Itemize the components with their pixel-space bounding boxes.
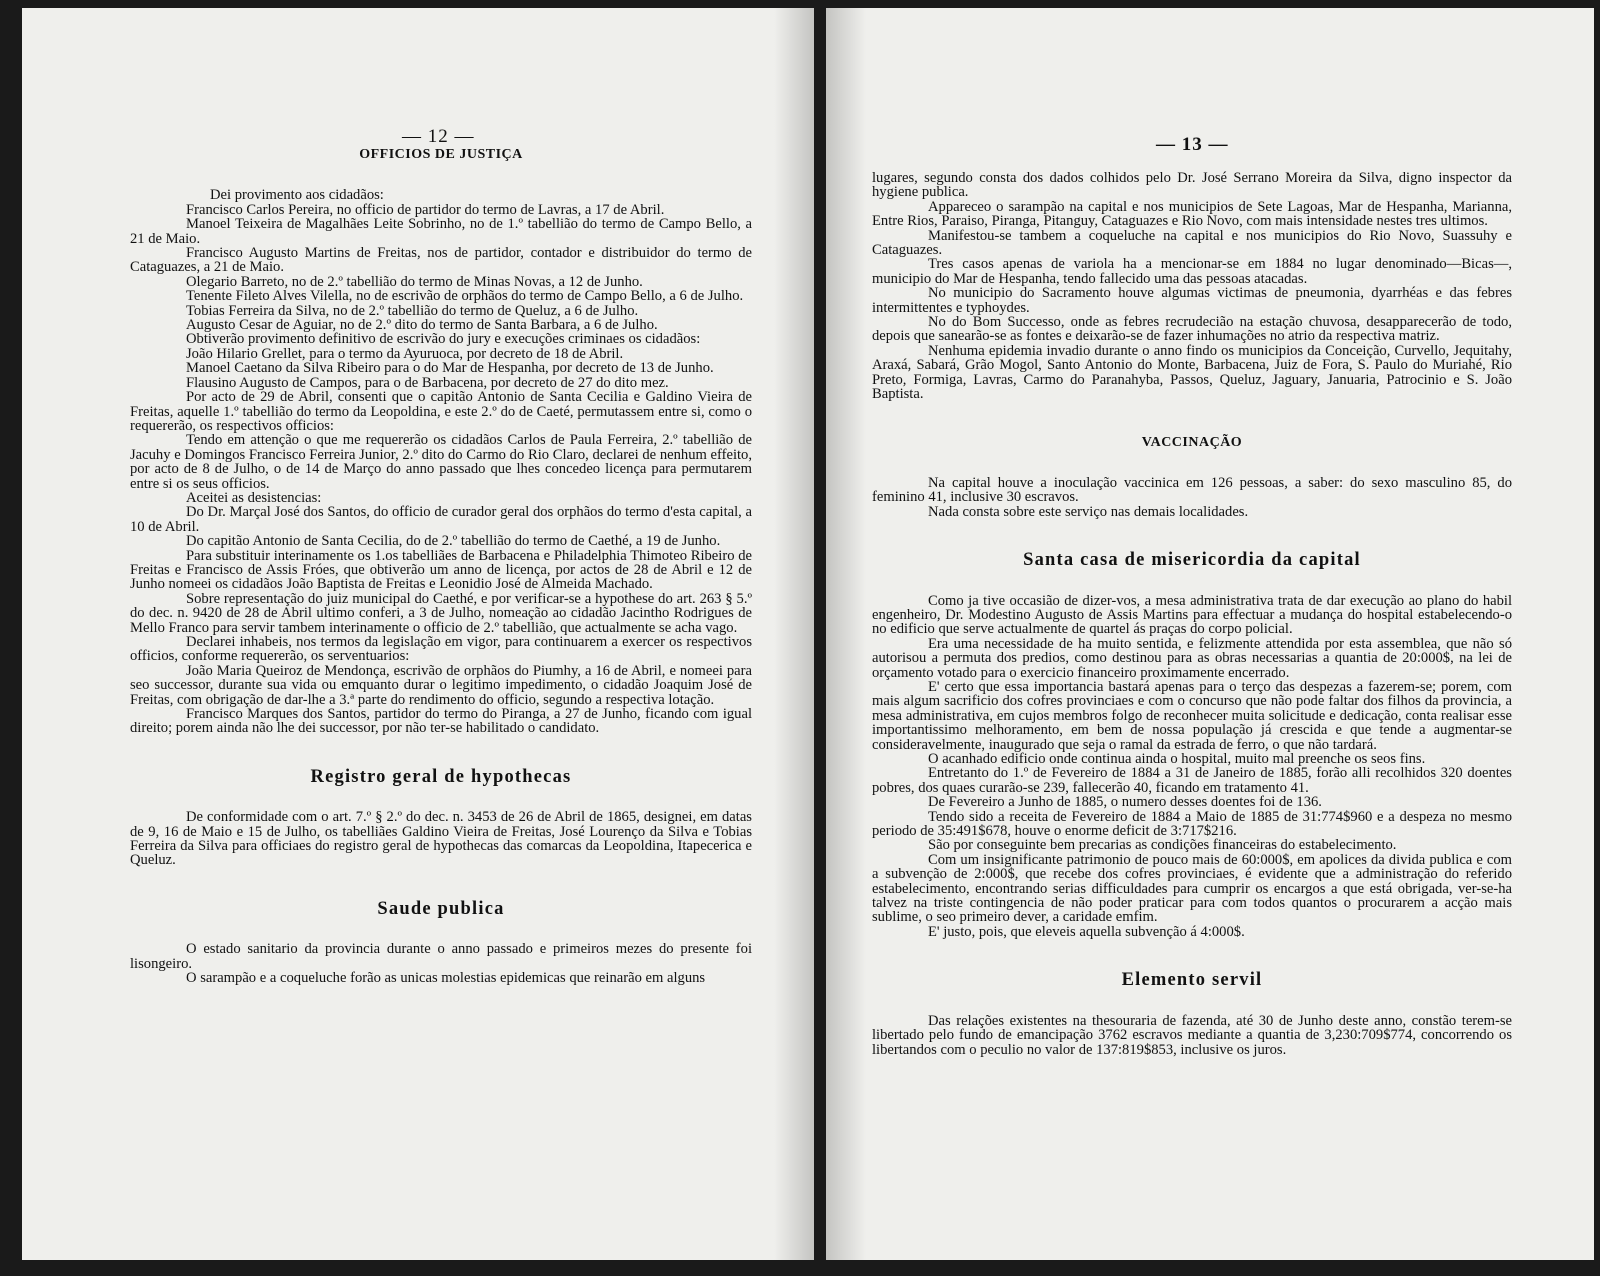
page-number-right: — 13 — <box>1156 134 1229 155</box>
paragraph: Por acto de 29 de Abril, consenti que o capitão Antonio de Santa Cecilia e Galdino Vieira de Freitas, aquelle 1.º tabellião do termo da Leopoldina, e este 2.º do de Caeté, permutassem entre si, como o requererão, os respectivos officios: <box>130 389 752 434</box>
paragraph: Manoel Teixeira de Magalhães Leite Sobrinho, no de 1.º tabellião do termo de Campo Bello, a 21 de Maio. <box>130 216 752 247</box>
paragraph: Dei provimento aos cidadãos: <box>210 187 384 204</box>
heading-spacer <box>130 784 752 810</box>
paragraph: João Maria Queiroz de Mendonça, escrivão de orphãos do Piumhy, a 16 de Abril, e nomeei para seo successor, durante sua vida ou emquanto durar o legitimo impedimento, o cidadão Joaquim José de Freitas, com obrigação de dar-lhe a 3.ª parte do rendimento do officio, segundo a respectiva lotação. <box>130 662 752 708</box>
paragraph: Declarei inhabeis, nos termos da legislação em vigor, para continuarem a exercer os respectivos officios, conforme requererão, os serventuarios: <box>130 634 752 665</box>
paragraph: Tenente Fileto Alves Vilella, no de escrivão de orphãos do termo de Campo Bello, a 6 de Julho. <box>186 288 744 305</box>
section-spacer <box>130 736 752 770</box>
paragraph: De conformidade com o art. 7.º § 2.º do dec. n. 3453 de 26 de Abril de 1865, designei, em datas de 9, 16 de Maio e 15 de Julho, os tabelliães Galdino Vieira de Freitas, José Lourenço da Silva e Tobias Ferreira da Silva para officiaes do registro geral de hypothecas das comarcas da Leopoldina, Itapecerica e Queluz. <box>130 809 752 869</box>
paragraph: Augusto Cesar de Aguiar, no de 2.º dito do termo de Santa Barbara, a 6 de Julho. <box>186 317 658 334</box>
section-spacer <box>872 519 1512 553</box>
paragraph: Olegario Barreto, no de 2.º tabellião do termo de Minas Novas, a 12 de Junho. <box>186 273 643 290</box>
binding-shadow <box>774 8 814 1260</box>
paragraph: E' certo que essa importancia bastará apenas para o terço das despezas a fazerem-se; porem, com mais algum sacrificio dos cofres provinciaes e com o concurso que não pode faltar dos filhos da provincia, a mesa administrativa, em cujos membros folgo de reconhecer muita solicitude e dedicação, conta realisar esse importantissimo melhoramento, em bem de nossa população já crescida e que tende a augmentar-se consideravelmente, inaugurado que seja o ramal da estrada de ferro, o que não tardará. <box>872 678 1512 753</box>
paragraph: O acanhado edificio onde continua ainda o hospital, muito mal preenche os seos fins. <box>928 751 1426 767</box>
right-page <box>826 8 1594 1260</box>
left-page <box>22 8 814 1260</box>
binding-shadow <box>826 8 866 1260</box>
section-heading: Elemento servil <box>1121 970 1263 991</box>
paragraph: Aceitei as desistencias: <box>186 489 322 506</box>
paragraph: Das relações existentes na thesouraria de fazenda, até 30 de Junho deste anno, constão terem-se libertado pelo fundo de emancipação 3762 escravos mediante a quantia de 3,230:709$774, concorrendo os libertandos com o peculio no valor de 137:819$853, inclusive os juros. <box>872 1012 1512 1058</box>
paragraph: Sobre representação do juiz municipal do Caethé, e por verificar-se a hypothese do art. 263 § 5.º do dec. n. 9420 de 28 de Abril ultimo conferi, a 3 de Julho, nomeação ao cidadão Jacintho Rodrigues de Mello Franco para servir tambem interinamente o officio de 2.º tabellião, que actualmente se acha vago. <box>130 590 752 636</box>
paragraph: Obtiverão provimento definitivo de escrivão do jury e execuções criminaes os cidadãos: <box>186 331 701 348</box>
paragraph: Francisco Carlos Pereira, no officio de partidor do termo de Lavras, a 17 de Abril. <box>186 201 665 218</box>
paragraph: De Fevereiro a Junho de 1885, o numero desses doentes foi de 136. <box>928 794 1322 811</box>
section-heading: OFFICIOS DE JUSTIÇA <box>359 147 523 162</box>
heading-spacer <box>130 162 752 188</box>
paragraph: Nenhuma epidemia invadio durante o anno findo os municipios da Conceição, Curvello, Jequitahy, Araxá, Sabará, Grão Mogol, Santo Antonio do Monte, Barbacena, Juiz de Fora, S. Paulo do Muriahé, Rio Preto, Formiga, Lavras, Carmo do Paranahyba, Passos, Queluz, Jaguary, Januaria, Patrocinio e S. João Baptista. <box>872 342 1512 403</box>
paragraph: Appareceo o sarampão na capital e nos municipios de Sete Lagoas, Mar de Hespanha, Marianna, Entre Rios, Paraiso, Piranga, Pitanguy, Cataguazes e Rio Novo, com mais intensidade nestes tres ultimos. <box>872 198 1512 230</box>
paragraph: Tendo sido a receita de Fevereiro de 1884 a Maio de 1885 de 31:774$960 e a despeza no mesmo periodo de 35:491$678, houve o enorme deficit de 3:717$216. <box>872 808 1512 840</box>
paragraph: Com um insignificante patrimonio de pouco mais de 60:000$, em apolices da divida publica e com a subvenção de 2:000$, que recebe dos cofres provinciaes, é evidente que a administração do referido estabelecimento, encontrando serias difficuldades para cumprir os encargos a que está obrigada, ver-se-ha talvez na triste contingencia de não poder praticar para com todos quantos o procurarem a acção mais sublime, o seo primeiro dever, a caridade emfim. <box>872 851 1512 926</box>
paragraph: O estado sanitario da provincia durante o anno passado e primeiros mezes do presente foi lisongeiro. <box>130 941 752 972</box>
section-spacer <box>872 402 1512 436</box>
paragraph: No municipio do Sacramento houve algumas victimas de pneumonia, dyarrhéas e das febres intermittentes e typhoydes. <box>872 285 1512 316</box>
heading-spacer <box>872 988 1512 1014</box>
paragraph: No do Bom Successo, onde as febres recrudecião na estação chuvosa, desapparecerão de todo, depois que sanearão-se as fontes e deixarão-se de fazer inhumações no atrio da respectiva matriz. <box>872 314 1512 345</box>
paragraph: lugares, segundo consta dos dados colhidos pelo Dr. José Serrano Moreira da Silva, digno inspector da hygiene publica. <box>872 170 1512 201</box>
paragraph: Nada consta sobre este serviço nas demais localidades. <box>928 503 1249 520</box>
paragraph: João Hilario Grellet, para o termo da Ayuruoca, por decreto de 18 de Abril. <box>186 345 624 362</box>
paragraph: Entretanto do 1.º de Fevereiro de 1884 a 31 de Janeiro de 1885, forão alli recolhidos 320 doentes pobres, dos quaes curarão-se 239, fallecerão 40, ficando em tratamento 41. <box>872 765 1512 796</box>
paragraph: O sarampão e a coqueluche forão as unicas molestias epidemicas que reinarão em alguns <box>186 970 706 987</box>
paragraph: Manoel Caetano da Silva Ribeiro para o do Mar de Hespanha, por decreto de 13 de Junho. <box>186 360 714 377</box>
left-text-column <box>130 148 752 986</box>
section-heading: Santa casa de misericordia da capital <box>1023 550 1361 571</box>
paragraph: Flausino Augusto de Campos, para o de Barbacena, por decreto de 27 do dito mez. <box>186 374 669 391</box>
section-spacer <box>872 939 1512 973</box>
paragraph: Do Dr. Marçal José dos Santos, do officio de curador geral dos orphãos do termo d'esta capital, a 10 de Abril. <box>130 504 752 535</box>
paragraph: São por conseguinte bem precarias as condições financeiras do estabelecimento. <box>928 837 1397 854</box>
paragraph: Para substituir interinamente os 1.os tabelliães de Barbacena e Philadelphia Thimoteo Ribeiro de Freitas e Francisco de Assis Fróes, que obtiverão um anno de licença, por actos de 28 de Abril e 12 de Junho nomeei os cidadãos João Baptista de Freitas e Leonidio José de Almeida Machado. <box>130 547 752 593</box>
paragraph: Do capitão Antonio de Santa Cecilia, do de 2.º tabellião do termo de Caethé, a 19 de Junho. <box>186 533 721 550</box>
paragraph: Era uma necessidade de ha muito sentida, e felizmente attendida por esta assemblea, que não só autorisou a permuta dos predios, como destinou para as obras necessarias a quantia de 20:000$, na lei de orçamento votado para o exercicio financeiro proximamente encerrado. <box>872 635 1512 681</box>
section-spacer <box>130 868 752 902</box>
heading-spacer <box>872 568 1512 594</box>
heading-spacer <box>872 450 1512 476</box>
paragraph: E' justo, pois, que eleveis aquella subvenção á 4:000$. <box>928 923 1245 940</box>
paragraph: Tobias Ferreira da Silva, no de 2.º tabellião do termo de Queluz, a 6 de Julho. <box>186 302 639 319</box>
heading-spacer <box>130 916 752 942</box>
paragraph: Na capital houve a inoculação vaccinica em 126 pessoas, a saber: do sexo masculino 85, do feminino 41, inclusive 30 escravos. <box>872 474 1512 506</box>
paragraph: Tres casos apenas de variola ha a mencionar-se em 1884 no lugar denominado—Bicas—, municipio do Mar de Hespanha, tendo fallecido uma das pessoas atacadas. <box>872 256 1512 287</box>
paragraph: Francisco Marques dos Santos, partidor do termo do Piranga, a 27 de Junho, ficando com igual direito; porem ainda não lhe dei successor, por não ter-se habilitado o candidato. <box>130 706 752 737</box>
paragraph: Manifestou-se tambem a coqueluche na capital e nos municipios do Rio Novo, Suassuhy e Cataguazes. <box>872 227 1512 259</box>
paragraph: Como ja tive occasião de dizer-vos, a mesa administrativa trata de dar execução ao plano do habil engenheiro, Dr. Modestino Augusto de Assis Martins para effectuar a mudança do hospital estabelecendo-o no edificio que serve actualmente de quartel ás praças do corpo policial. <box>872 592 1512 638</box>
page-number-left: — 12 — <box>402 126 475 147</box>
section-heading: Registro geral de hypothecas <box>310 766 572 787</box>
paragraph: Tendo em attenção o que me requererão os cidadãos Carlos de Paula Ferreira, 2.º tabellião de Jacuhy e Domingos Francisco Ferreira Junior, 2.º dito do Carmo do Rio Claro, declarei de nenhum effeito, por acto de 8 de Julho, o de 14 de Março do anno passado que lhes concedeo licença para permutarem entre si os seus officios. <box>130 432 752 492</box>
section-heading: VACCINAÇÃO <box>1141 434 1243 450</box>
paragraph: Francisco Augusto Martins de Freitas, nos de partidor, contador e distribuidor do termo de Cataguazes, a 21 de Maio. <box>130 245 752 276</box>
right-text-column <box>872 171 1512 1057</box>
section-heading: Saude publica <box>377 898 505 919</box>
